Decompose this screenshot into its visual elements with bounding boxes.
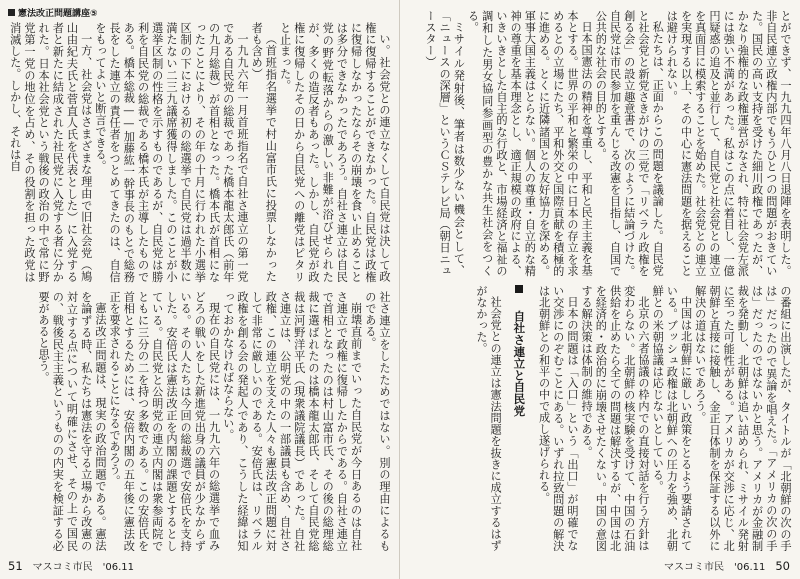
right-page bbox=[400, 0, 800, 579]
paragraph: 北京の六者協議の枠内での直接対話を行う方針は変わらない。北朝鮮の核実験を受けて、中国の石油供給を止めたら全ての問題は解決するが、中国は北を経済的・政治的に崩壊させたくない。中国の意図する解決策は体制の維持である。 bbox=[580, 284, 650, 551]
paragraph: い。社会党との連立なくして自民党は決して政権に復帰することができなかった。自民党は政権に復帰しなかったならその崩壊を食い止めることは多分できなかったであろう。自社さ連立は自民党の野党転落からの激しい非難が浴びせられたが、多くの造反者もあった。しかし、自民党が政権に復帰したその日から自民党への離党はピタリと止まった。 bbox=[278, 22, 391, 283]
left-columns bbox=[8, 22, 391, 551]
paragraph: 一九九六年一月首班指名で自社さ連立の第一党である自民党の総裁であった橋本龍太郎氏（前年の九月総裁）が首相となった。橋本氏が首相になったことにより、その年の十月に行われた小選挙区制の下における初の総選挙で自民党は過半数に満たない二三九議席獲得しました。このことが小選挙区制の性格を示すものであるが、自民党は勝利を自民党の総裁である橋本氏が主導したものである。橋本総裁——加藤紘一幹事長のもとで総務長をした連立の責任者をつとめてきたのは、自信をもってよいと断言できる。 bbox=[93, 22, 249, 283]
paragraph: 中国は北朝鮮に厳しい政策をとるよう要請されている。ブッシュ政権は北朝鮮への圧力を強め、北朝鮮との米朝協議は応じないとしている。 bbox=[651, 284, 693, 551]
paragraph: （首班指名選挙で村山富市氏に投票しなかった者も含め） bbox=[250, 22, 278, 283]
running-head bbox=[8, 6, 98, 19]
issue-date: '06.11 bbox=[102, 562, 135, 573]
paragraph: 日本国憲法の精神を尊重し、平和と民主主義を基本とする。世界の平和と繁栄の中に日本の存立を求めるとの立場にたち、平和外交と国際貢献を積極的に進める。とくに近隣諸国との友好協力を深める。軍事大国主義はとらない。個人の尊重・自立的な精神の尊重を基本理念とし、適正規模の政府による、いきいきとした自主的な行政と、市場経済と福祉の調和した男女協同参画型の豊かな共生社会をつくる。 bbox=[466, 10, 594, 277]
paragraph: 社さ連立をしたためではない。別の理由によるものである。 bbox=[363, 290, 391, 551]
issue-date: '06.11 bbox=[733, 562, 766, 573]
page-number: 50 bbox=[775, 559, 790, 573]
paragraph: 一方、社会党はさまざまな理由で旧社会党（鳩山由紀夫氏と菅直人氏を代表とした）に入党する者と新たに結成された社民党に入党する者に分かれた。日本社会党という戦後の政治の中で常に野党第一党の地位を占め、その役割を担った政党は消滅した。しかし、それは自 bbox=[8, 22, 93, 283]
magazine-title: マスコミ市民 bbox=[663, 562, 724, 573]
page-folio bbox=[664, 558, 790, 573]
magazine-title: マスコミ市民 bbox=[32, 562, 93, 573]
right-lower-tier bbox=[408, 285, 792, 552]
paragraph: の番組に出演したが、タイトルが「北朝鮮の次の手は」だったので異論を唱えた。「アメリカの次の手は」だったのではないかと思う。アメリカが金融制裁を発動し、北朝鮮は追い詰められ、ミサイル発射に至った可能性がある。アメリカが交渉に応じ、北朝鮮と直接に接触し、金正日体制を保証する以外に解決の道はないであろう。 bbox=[693, 284, 792, 551]
paragraph: 私たちは、正面からこの問題を議論した。自民党と社会党と新党さきがけの三党で「リベラル政権を創る会」の設立趣意書で、次のように結論づけた。自民党は市民参加を重んじる改憲を目指し、自国で公共的な社会の目的とする。 bbox=[594, 10, 665, 277]
square-bullet-icon bbox=[8, 9, 15, 16]
running-head-label: 憲法改正問題講座⑤ bbox=[18, 9, 98, 19]
page-number: 51 bbox=[8, 559, 23, 573]
paragraph: 崩壊直前までいった自民党が今日あるのは自社さ連立で政権に復帰したからである。自社さ連立で首相となったのは村山富市氏、その後の総理総裁に選ばれたのは橋本龍太郎氏、そして自民党総裁は河野洋平氏（現衆議院議長）であった。自社さ連立は、公明党の中の一部議員も含め、自社さ政権、この連立を支えた人々も憲法改正問題に対して非常に厳しいのである。安倍氏は、リベラル政権を創る会の発起人であり、こうした経緯は知っておかなければならない。 bbox=[221, 290, 363, 551]
paragraph: 日本の問題は「入口」という「出口」が明確でない交渉にのぞむことにある。いずれ拉致問題の解決は北朝鮮との和平の中で成し遂げられる。 bbox=[537, 284, 579, 551]
paragraph: ミサイル発射後、筆者は数少ない機会として、「ニュースの深層」というＣＳテレビ局（朝日ニュースター） bbox=[423, 10, 466, 277]
page-folio bbox=[8, 558, 134, 573]
section-heading bbox=[510, 285, 528, 552]
right-columns bbox=[408, 10, 792, 551]
right-upper-tier bbox=[408, 10, 792, 277]
section-heading-text: 自社さ連立と自民党 bbox=[512, 309, 527, 417]
paragraph: とができず、一九九四年八月八日退陣を表明した。非自民連立政権内部でもうひとつの問題がおきていた。国民の高い支持を受けた細川政権であったが、かなり強権的な政権運営がなされ、特に社会党左派には強い不満があった。私はこの点に着目し、一億円疑惑の追及と並行して、自民党と社会党との連立を真面目に模索することを始めた。社会党との連立を実現する以上、その中心に憲法問題を据えることは避けられない。 bbox=[665, 10, 792, 277]
left-upper-tier bbox=[8, 22, 391, 283]
paragraph: 社会党との連立は憲法問題を抜きに成立するはずがなかった。 bbox=[474, 284, 503, 551]
left-lower-tier bbox=[8, 291, 391, 552]
square-bullet-icon bbox=[515, 285, 523, 293]
paragraph: 憲法改正問題は、現実の政治問題である。憲法を論ずる時、私たちは憲法を守る立場から改憲の対立する点について明確にさせ、その上で国民の、戦後民主主義というものの内実を検証する必要があると思う。 bbox=[37, 290, 107, 551]
paragraph: 現在の自民党には、一九九六年の総選挙で血みどろの戦いをした新進党出身の議員が少なからずいる。その人たちは今回の総裁選で安倍氏を支持した。安倍氏は憲法改正を内閣の課題とするとしている。自民党と公明党の連立内閣は衆参両院でともに三分の二を持つ多数である。この安倍氏を首相とするためには、安倍内閣の五年後に憲法改正を要求されることになるであろう。 bbox=[108, 290, 221, 551]
